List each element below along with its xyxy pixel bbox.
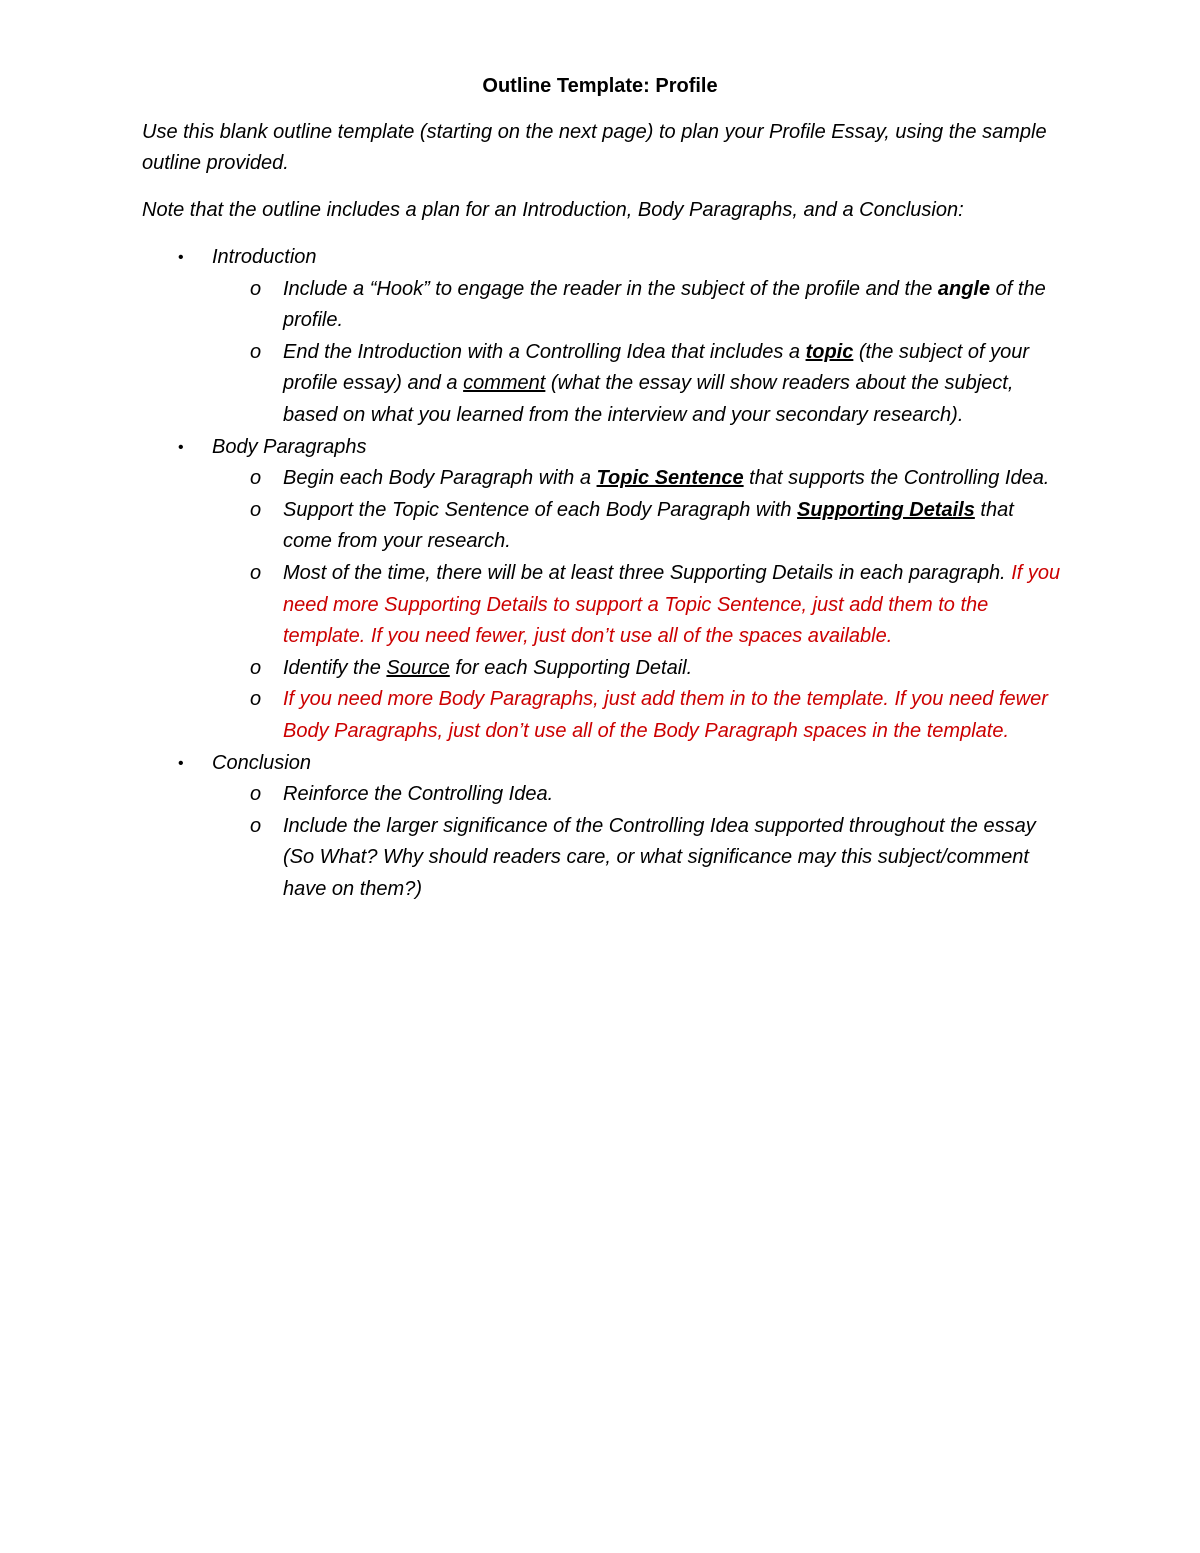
sub-bullet-icon: o [250, 561, 262, 584]
sub-bullet-icon: o [250, 498, 262, 521]
sub-bullet-icon: o [250, 467, 262, 490]
subitem-text: Include the larger significance of the Controlling Idea supported throughout the essay (So What? Why should readers care, or what significance may this subject/comment have on them?) [283, 814, 1036, 900]
outline-subitem [142, 779, 1067, 811]
note-paragraph: Note that the outline includes a plan for an Introduction, Body Paragraphs, and a Conclusion: [142, 199, 964, 221]
outline-item-body-paragraphs [142, 432, 1067, 464]
sub-bullet-icon: o [250, 656, 262, 679]
term-source: Source [386, 656, 450, 679]
page-title: Outline Template: Profile [482, 75, 718, 97]
bullet-icon: • [178, 754, 184, 772]
subitem-text: Include a “Hook” to engage the reader in the subject of the profile and the [283, 277, 938, 300]
subitem-text: for each Supporting Detail. [449, 656, 693, 679]
outline-subitem [142, 684, 1067, 747]
term-topic: topic [805, 340, 854, 363]
subitem-text: Support the Topic Sentence of each Body Paragraph with [283, 498, 798, 521]
bullet-icon: • [178, 249, 184, 266]
subitem-text: Reinforce the Controlling Idea. [283, 783, 554, 806]
bold-term-angle: angle [937, 277, 991, 300]
subitem-text: Begin each Body Paragraph with a [283, 467, 597, 490]
outline-subitem [142, 463, 1067, 495]
outline-item-introduction [142, 242, 1067, 274]
subitem-text: (what the essay will show readers about the subject, based on what you learned from the interview and your secondary research). [283, 372, 1014, 426]
term-supporting-details: Supporting Details [797, 498, 975, 521]
term-topic-sentence: Topic Sentence [596, 467, 744, 490]
outline-label: Conclusion [212, 751, 311, 774]
term-comment: comment [463, 372, 546, 395]
outline-subitem [142, 495, 1067, 558]
red-note: If you need more Supporting Details to support a Topic Sentence, just add them to the template. If you need fewer, just don’t use all of the spaces available. [283, 561, 1061, 648]
outline-list [142, 242, 1067, 905]
sub-bullet-icon: o [250, 688, 262, 711]
subitem-text: that supports the Controlling Idea. [743, 467, 1050, 490]
subitem-text: Most of the time, there will be at least three Supporting Details in each paragraph. [283, 561, 1012, 584]
red-note: If you need more Body Paragraphs, just add them in to the template. If you need fewer Body Paragraphs, just don’t use all of the Body Paragraph spaces in the template. [283, 688, 1048, 742]
bullet-icon: • [178, 438, 184, 456]
subitem-text: Identify the [283, 656, 387, 679]
intro-paragraph: Use this blank outline template (starting on the next page) to plan your Profile Essay, using the sample outline provided. [142, 121, 1047, 174]
outline-label: Body Paragraphs [212, 435, 367, 458]
outline-subitem [142, 274, 1067, 337]
subitem-text: End the Introduction with a Controlling Idea that includes a [283, 340, 806, 363]
subitem-text: (the subject of your profile essay) and a [283, 340, 1029, 395]
outline-subitem [142, 337, 1067, 432]
sub-bullet-icon: o [250, 814, 262, 837]
sub-bullet-icon: o [250, 783, 262, 806]
sub-bullet-icon: o [250, 340, 262, 363]
outline-subitem [142, 653, 1067, 685]
subitem-text: of the profile. [283, 277, 1046, 332]
sub-bullet-icon: o [250, 277, 262, 300]
outline-subitem [142, 811, 1067, 906]
outline-label: Introduction [212, 246, 317, 268]
outline-subitem [142, 558, 1067, 653]
outline-item-conclusion [142, 748, 1067, 780]
subitem-text: that come from your research. [283, 498, 1014, 553]
